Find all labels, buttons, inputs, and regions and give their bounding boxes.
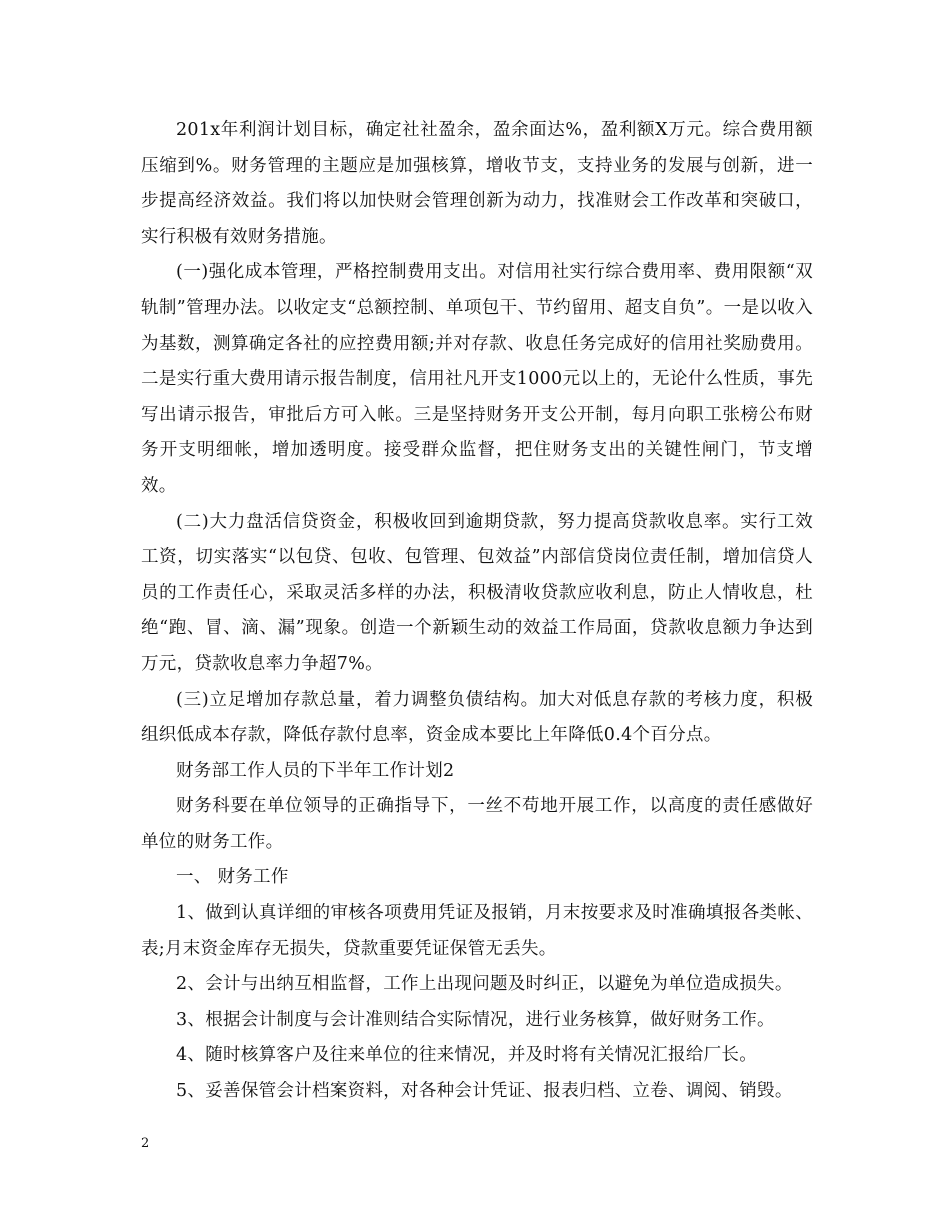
paragraph-credit-funds: (二)大力盘活信贷资金，积极收回到逾期贷款，努力提高贷款收息率。实行工效工资，切实落实“以包贷、包收、包管理、包效益”内部信贷岗位责任制，增加信贷人员的工作责任心，采取灵活多样的办法，积极清收贷款应收利息，防止人情收息，杜绝“跑、冒、滴、漏”现象。创造一个新颖生动的效益工作局面，贷款收息额力争达到万元，贷款收息率力争超7%。: [141, 511, 813, 674]
list-item-1: 1、做到认真详细的审核各项费用凭证及报销，月末按要求及时准确填报各类帐、表;月末资金库存无损失，贷款重要凭证保管无丢失。: [141, 903, 813, 959]
section-heading-plan-2: 财务部工作人员的下半年工作计划2: [176, 760, 455, 781]
paragraph-deposits: (三)立足增加存款总量，着力调整负债结构。加大对低息存款的考核力度，积极组织低成本存款，降低存款付息率，资金成本要比上年降低0.4个百分点。: [141, 689, 813, 746]
list-item-2: 2、会计与出纳互相监督，工作上出现问题及时纠正，以避免为单位造成损失。: [176, 974, 793, 995]
list-item-3: 3、根据会计制度与会计准则结合实际情况，进行业务核算，做好财务工作。: [176, 1009, 775, 1030]
page-number: 2: [141, 1136, 150, 1151]
list-item-5: 5、妥善保管会计档案资料，对各种会计凭证、报表归档、立卷、调阅、销毁。: [176, 1081, 793, 1102]
paragraph-cost-management: (一)强化成本管理，严格控制费用支出。对信用社实行综合费用率、费用限额“双轨制”管理办法。以收定支“总额控制、单项包干、节约留用、超支自负”。一是以收入为基数，测算确定各社的应控费用额;并对存款、收息任务完成好的信用社奖励费用。二是实行重大费用请示报告制度，信用社凡开支1000元以上的，无论什么性质，事先写出请示报告，审批后方可入帐。三是坚持财务开支公开制，每月向职工张榜公布财务开支明细帐，增加透明度。接受群众监督，把住财务支出的关键性闸门，节支增效。: [141, 262, 813, 496]
document-body: [141, 113, 813, 1110]
list-item-4: 4、随时核算客户及往来单位的往来情况，并及时将有关情况汇报给厂长。: [176, 1045, 758, 1066]
paragraph-profit-plan: 201x年利润计划目标，确定社社盈余，盈余面达%，盈利额X万元。综合费用额压缩到%。财务管理的主题应是加强核算，增收节支，支持业务的发展与创新，进一步提高经济效益。我们将以加快财会管理创新为动力，找准财会工作改革和突破口，实行积极有效财务措施。: [141, 120, 813, 247]
paragraph-intro: 财务科要在单位领导的正确指导下，一丝不苟地开展工作，以高度的责任感做好单位的财务工作。: [141, 796, 813, 852]
section-heading-finance-work: 一、 财务工作: [176, 867, 289, 888]
